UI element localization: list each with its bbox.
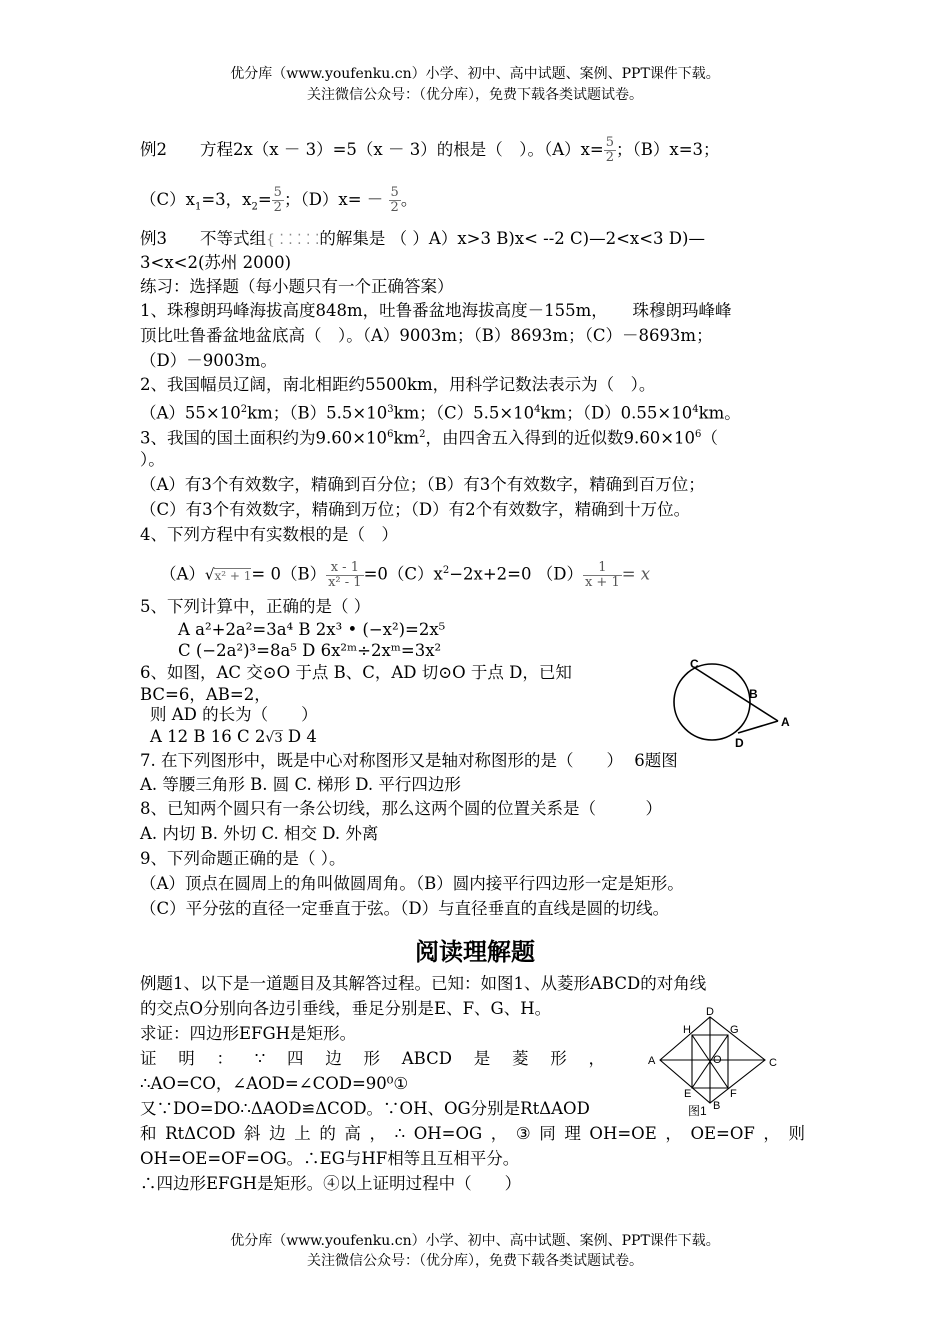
q7-line-2: A. 等腰三角形 B. 圆 C. 梯形 D. 平行四边形 (140, 775, 461, 794)
fig6-label-a: A (781, 715, 790, 729)
fig1-label-e: E (684, 1088, 692, 1100)
q6-line-3: 则 AD 的长为（ ） (150, 705, 318, 724)
q6-line-4: A 12 B 16 C 2√3 D 4 (150, 727, 317, 746)
q1-line-2: 顶比吐鲁番盆地盆底高（ ）。（A）9003m；（B）8693m；（C）－8693m； (140, 326, 713, 345)
q6-line-2: BC=6，AB=2， (140, 685, 271, 704)
fig1-label-f: F (730, 1088, 737, 1100)
q4-options: （A）√x² + 1= 0（B） $\frac{x - 1}{\text{x² - 1}}$ $=0(C)x^2-2x+2=0$ （D） $\frac{1}{x + 1}$ = x (160, 559, 651, 590)
ex2-line-1: 例2 方程2x（x － 3）=5（x － 3）的根是（ ）。（A）x= $\frac{5}{2}$ ；（B）x=3； (140, 135, 720, 165)
fraction-d: $\frac{1}{x + 1}$ (584, 559, 620, 590)
rhombus-figure (640, 1005, 790, 1117)
fig6-label-d: D (735, 736, 744, 750)
q5-line-3: C (−2a²)³=8a⁵ D 6x²ᵐ÷2xᵐ=3x² (178, 641, 442, 660)
q2-line-1: 2、我国幅员辽阔，南北相距约5500km，用科学记数法表示为（ ）。 (140, 375, 656, 394)
fig6-label-b: B (749, 687, 758, 701)
fig6-label-c: C (690, 657, 699, 671)
fig1-label-a: A (648, 1055, 656, 1067)
reading-line-4: 证 明 ： ∵ 四 边 形 ABCD 是 菱 形 ， (140, 1049, 605, 1068)
footer-line-2: 关注微信公众号：（优分库），免费下载各类试题试卷。 (307, 1253, 643, 1269)
reading-line-7: 和 RtΔCOD 斜 边 上 的 高 ， ∴ OH=OG ， ③ 同 理 OH=OE ， OE=OF ， 则 (140, 1124, 805, 1143)
fig1-label-c: C (769, 1057, 777, 1069)
reading-line-2: 的交点O分别向各边引垂线，垂足分别是E、F、G、H。 (140, 999, 552, 1018)
q9-line-1: 9、下列命题正确的是（ ）。 (140, 849, 346, 868)
reading-line-3: 求证：四边形EFGH是矩形。 (140, 1024, 357, 1043)
sqrt-sign: √ (204, 565, 215, 584)
q3-line-3: （A）有3个有效数字，精确到百分位；（B）有3个有效数字，精确到百万位； (140, 475, 705, 494)
q2-options: $(A)55\times 10^2km$；$(B)5.5\times 10^3km$；$(C)5.5\times 10^4km$；$(D)0.55\times 10^4km$。 (140, 403, 741, 423)
reading-line-5: ∴AO=CO，∠AOD=∠COD=90⁰① (140, 1074, 409, 1093)
fig1-label-h: H (683, 1024, 691, 1036)
fig1-label-d: D (706, 1006, 714, 1018)
q8-line-1: 8、已知两个圆只有一条公切线，那么这两个圆的位置关系是（ ） (140, 799, 662, 818)
header-line-1: 优分库（www.youfenku.cn）小学、初中、高中试题、案例、PPT课件下载。 (230, 66, 720, 82)
circle-secant-tangent-figure (665, 655, 795, 750)
footer-line-1: 优分库（www.youfenku.cn）小学、初中、高中试题、案例、PPT课件下载。 (230, 1233, 720, 1249)
inequality-system-glyph: { ⁚ ⁚ ⁚ ⁚ ⁚ (266, 232, 320, 248)
fig1-label-b: B (713, 1100, 721, 1112)
fraction-5-2: $\frac{5}{2}$ (273, 185, 282, 215)
q8-line-2: A. 内切 B. 外切 C. 相交 D. 外离 (140, 824, 379, 843)
radicand: x² + 1 (214, 568, 252, 583)
fig1-caption: 图1 (688, 1104, 707, 1117)
fig1-label-g: G (730, 1024, 739, 1036)
section-title: 阅读理解题 (415, 938, 535, 966)
ex3-line-2: 3<x<2(苏州 2000) (140, 253, 292, 272)
q5-line-2: A a²+2a²=3a⁴ B 2x³ • (−x²)=2x⁵ (178, 620, 446, 639)
ex3-line-1: 例3 不等式组{ ⁚ ⁚ ⁚ ⁚ ⁚的解集是 （ ）A）x>3 B)x< --2 C)—2<x<3 D)— (140, 229, 705, 248)
q6-line-1: 6、如图，AC 交⊙O 于点 B、C，AD 切⊙O 于点 D，已知 (140, 663, 572, 682)
fraction-5-2: $\frac{5}{2}$ (605, 135, 615, 165)
practice-title: 练习：选择题（每小题只有一个正确答案） (140, 277, 454, 296)
fig1-label-o: O (713, 1054, 722, 1066)
fraction-5-2: $\frac{5}{2}$ (390, 185, 399, 215)
reading-line-8: OH=OE=OF=OG。∴EG与HF相等且互相平分。 (140, 1149, 520, 1168)
q7-line-1: 7. 在下列图形中，既是中心对称图形又是轴对称图形的是（ ） 6题图 (140, 751, 678, 770)
q4-line-1: 4、下列方程中有实数根的是（ ） (140, 525, 398, 544)
q3-line-1: 3、我国的国土面积约为$9.60\times 10^6km^2$，由四舍五入得到的近似数$9.60\times 10^6$（ (140, 428, 718, 448)
reading-line-9: ∴四边形EFGH是矩形。④以上证明过程中（ ） (140, 1174, 522, 1193)
reading-line-6: 又∵DO=DO∴ΔAOD≌ΔCOD。∵OH、OG分别是RtΔAOD (140, 1099, 590, 1118)
q1-line-3: （D）－9003m。 (140, 351, 277, 370)
q9-line-2: （A）顶点在圆周上的角叫做圆周角。（B）圆内接平行四边形一定是矩形。 (140, 874, 684, 893)
ex2-line-2: $(C)x_1=3$，$x_2=$ $\frac{5}{2}$ ；（D）x= － $\frac{5}{2}$ 。 (140, 185, 418, 215)
q5-line-1: 5、下列计算中，正确的是（ ） (140, 597, 371, 616)
q9-line-3: （C）平分弦的直径一定垂直于弦。（D）与直径垂直的直线是圆的切线。 (140, 899, 670, 918)
reading-line-1: 例题1、以下是一道题目及其解答过程。已知：如图1、从菱形ABCD的对角线 (140, 974, 707, 993)
q3-line-2: ）。 (140, 450, 165, 469)
header-line-2: 关注微信公众号：（优分库），免费下载各类试题试卷。 (307, 87, 643, 103)
fig6-caption: 6题图 (634, 751, 678, 770)
q3-line-4: （C）有3个有效数字，精确到万位；（D）有2个有效数字，精确到十万位。 (140, 500, 691, 519)
q1-line-1: 1、珠穆朗玛峰海拔高度848m，吐鲁番盆地海拔高度－155m， 珠穆朗玛峰峰 (140, 301, 732, 320)
fraction-b: $\frac{x - 1}{\text{x² - 1}}$ (328, 559, 362, 590)
